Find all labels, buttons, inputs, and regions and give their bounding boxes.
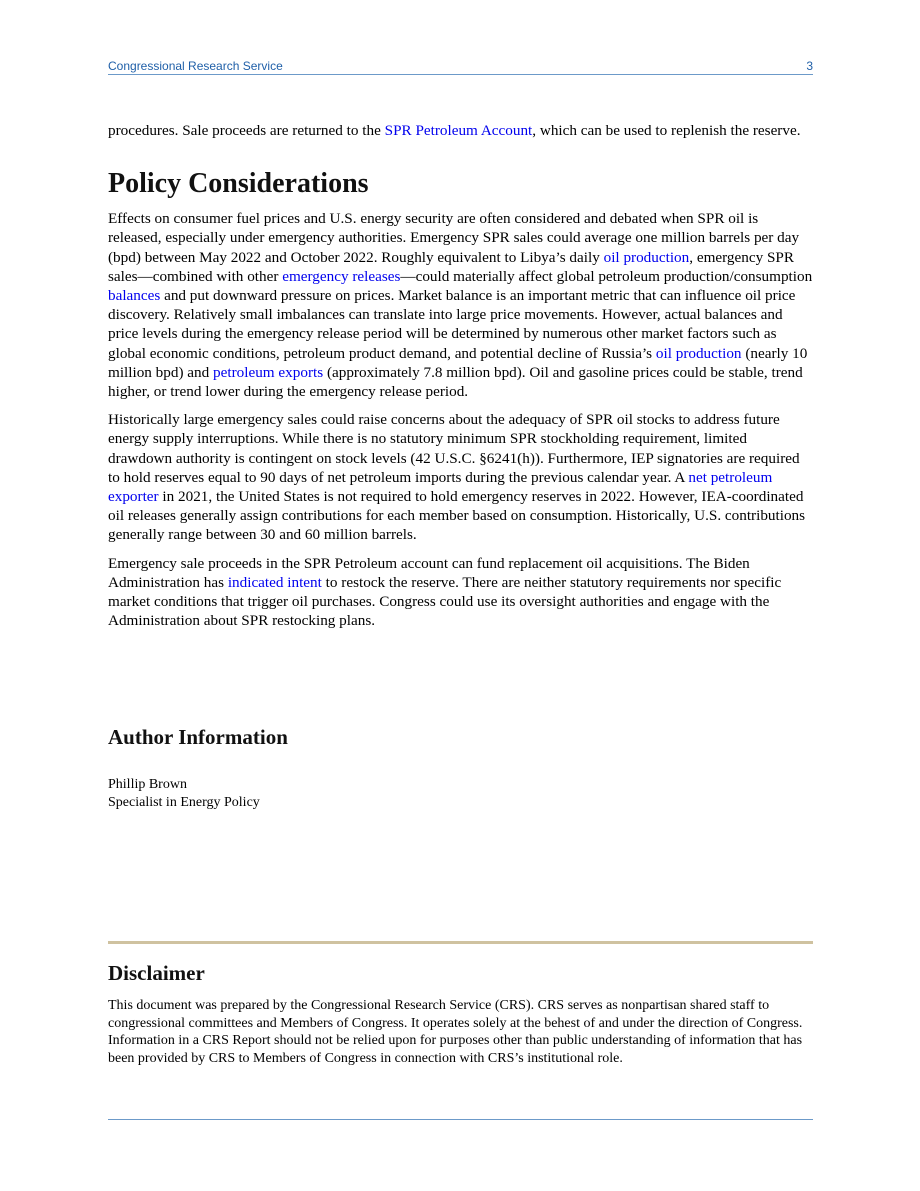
running-header <box>108 59 813 74</box>
policy-paragraph-1 <box>108 209 813 401</box>
text: and put downward pressure on prices. Market balance is an important metric that can influence oil price discovery. Relatively small imbalances can translate into large price movements. However, actual balances and price levels during the emergency release period will be determined by numerous other market factors such as global economic conditions, petroleum product demand, and potential decline of Russia’s <box>108 287 796 362</box>
link-net-petroleum-exporter[interactable]: net petroleum exporter <box>108 468 773 506</box>
policy-paragraph-3 <box>108 554 813 631</box>
author-name: Phillip Brown <box>108 777 187 793</box>
author-title: Specialist in Energy Policy <box>108 795 260 811</box>
link-indicated-intent[interactable]: indicated intent <box>227 573 322 591</box>
intro-paragraph <box>108 121 813 140</box>
disclaimer-heading: Disclaimer <box>108 961 205 985</box>
link-oil-production[interactable]: oil production <box>603 248 690 266</box>
page-number: 3 <box>806 59 813 73</box>
text: procedures. Sale proceeds are returned to the <box>108 122 385 139</box>
link-spr-petroleum-account[interactable]: SPR Petroleum Account <box>384 122 533 139</box>
link-russia-oil-production[interactable]: oil production <box>655 344 742 362</box>
author-block <box>108 776 813 811</box>
text: (nearly 10 million bpd) and <box>108 344 808 381</box>
author-heading: Author Information <box>108 725 288 750</box>
text: —could materially affect global petroleum production/consumption <box>400 267 813 285</box>
header-org-name: Congressional Research Service <box>108 59 283 73</box>
disclaimer-text: This document was prepared by the Congressional Research Service (CRS). CRS serves as nonpartisan shared staff to congressional committees and Members of Congress. It operates solely at the behest of and under the direction of Congress. Information in a CRS Report should not be relied upon for purposes other than public understanding of information that has been provided by CRS to Members of Congress in connection with CRS’s institutional role. <box>108 998 803 1066</box>
link-emergency-releases[interactable]: emergency releases <box>282 267 401 285</box>
link-balances[interactable]: balances <box>108 287 161 305</box>
policy-paragraph-2 <box>108 410 813 544</box>
footer-rule <box>108 1119 813 1120</box>
policy-heading: Policy Considerations <box>108 168 369 200</box>
section-divider <box>108 941 813 944</box>
text: in 2021, the United States is not required to hold emergency reserves in 2022. However, IEA-coordinated oil releases generally assign contributions for each member based on consumption. Historically, U.S. contributions generally range between 30 and 60 million barrels. <box>108 488 806 544</box>
text: to restock the reserve. There are neither statutory requirements nor specific market conditions that trigger oil purchases. Congress could use its oversight authorities and engage with the Administration about SPR restocking plans. <box>108 573 782 630</box>
header-rule <box>108 74 813 75</box>
text: , which can be used to replenish the reserve. <box>532 122 801 139</box>
text: Effects on consumer fuel prices and U.S. energy security are often considered and debated when SPR oil is released, especially under emergency authorities. Emergency SPR sales could average one million barrels per day (bpd) between May 2022 and October 2022. Roughly equivalent to Libya’s daily <box>108 210 800 266</box>
disclaimer-section <box>108 960 813 1067</box>
link-petroleum-exports[interactable]: petroleum exports <box>213 363 324 381</box>
text: (approximately 7.8 million bpd). Oil and gasoline prices could be stable, trend higher, or trend lower during the emergency release period. <box>108 363 803 401</box>
document-body <box>108 121 813 812</box>
text: Historically large emergency sales could raise concerns about the adequacy of SPR oil stocks to address future energy supply interruptions. While there is no statutory minimum SPR stockholding requirement, limited drawdown authority is contingent on stock levels (42 U.S.C. §6241(h)). Furthermore, IEP signatories are required to hold reserves equal to 90 days of net petroleum imports during the previous calendar year. A <box>108 411 800 486</box>
text: , emergency SPR sales—combined with other <box>108 248 795 285</box>
text: Emergency sale proceeds in the SPR Petroleum account can fund replacement oil acquisitions. The Biden Administration has <box>108 554 750 591</box>
